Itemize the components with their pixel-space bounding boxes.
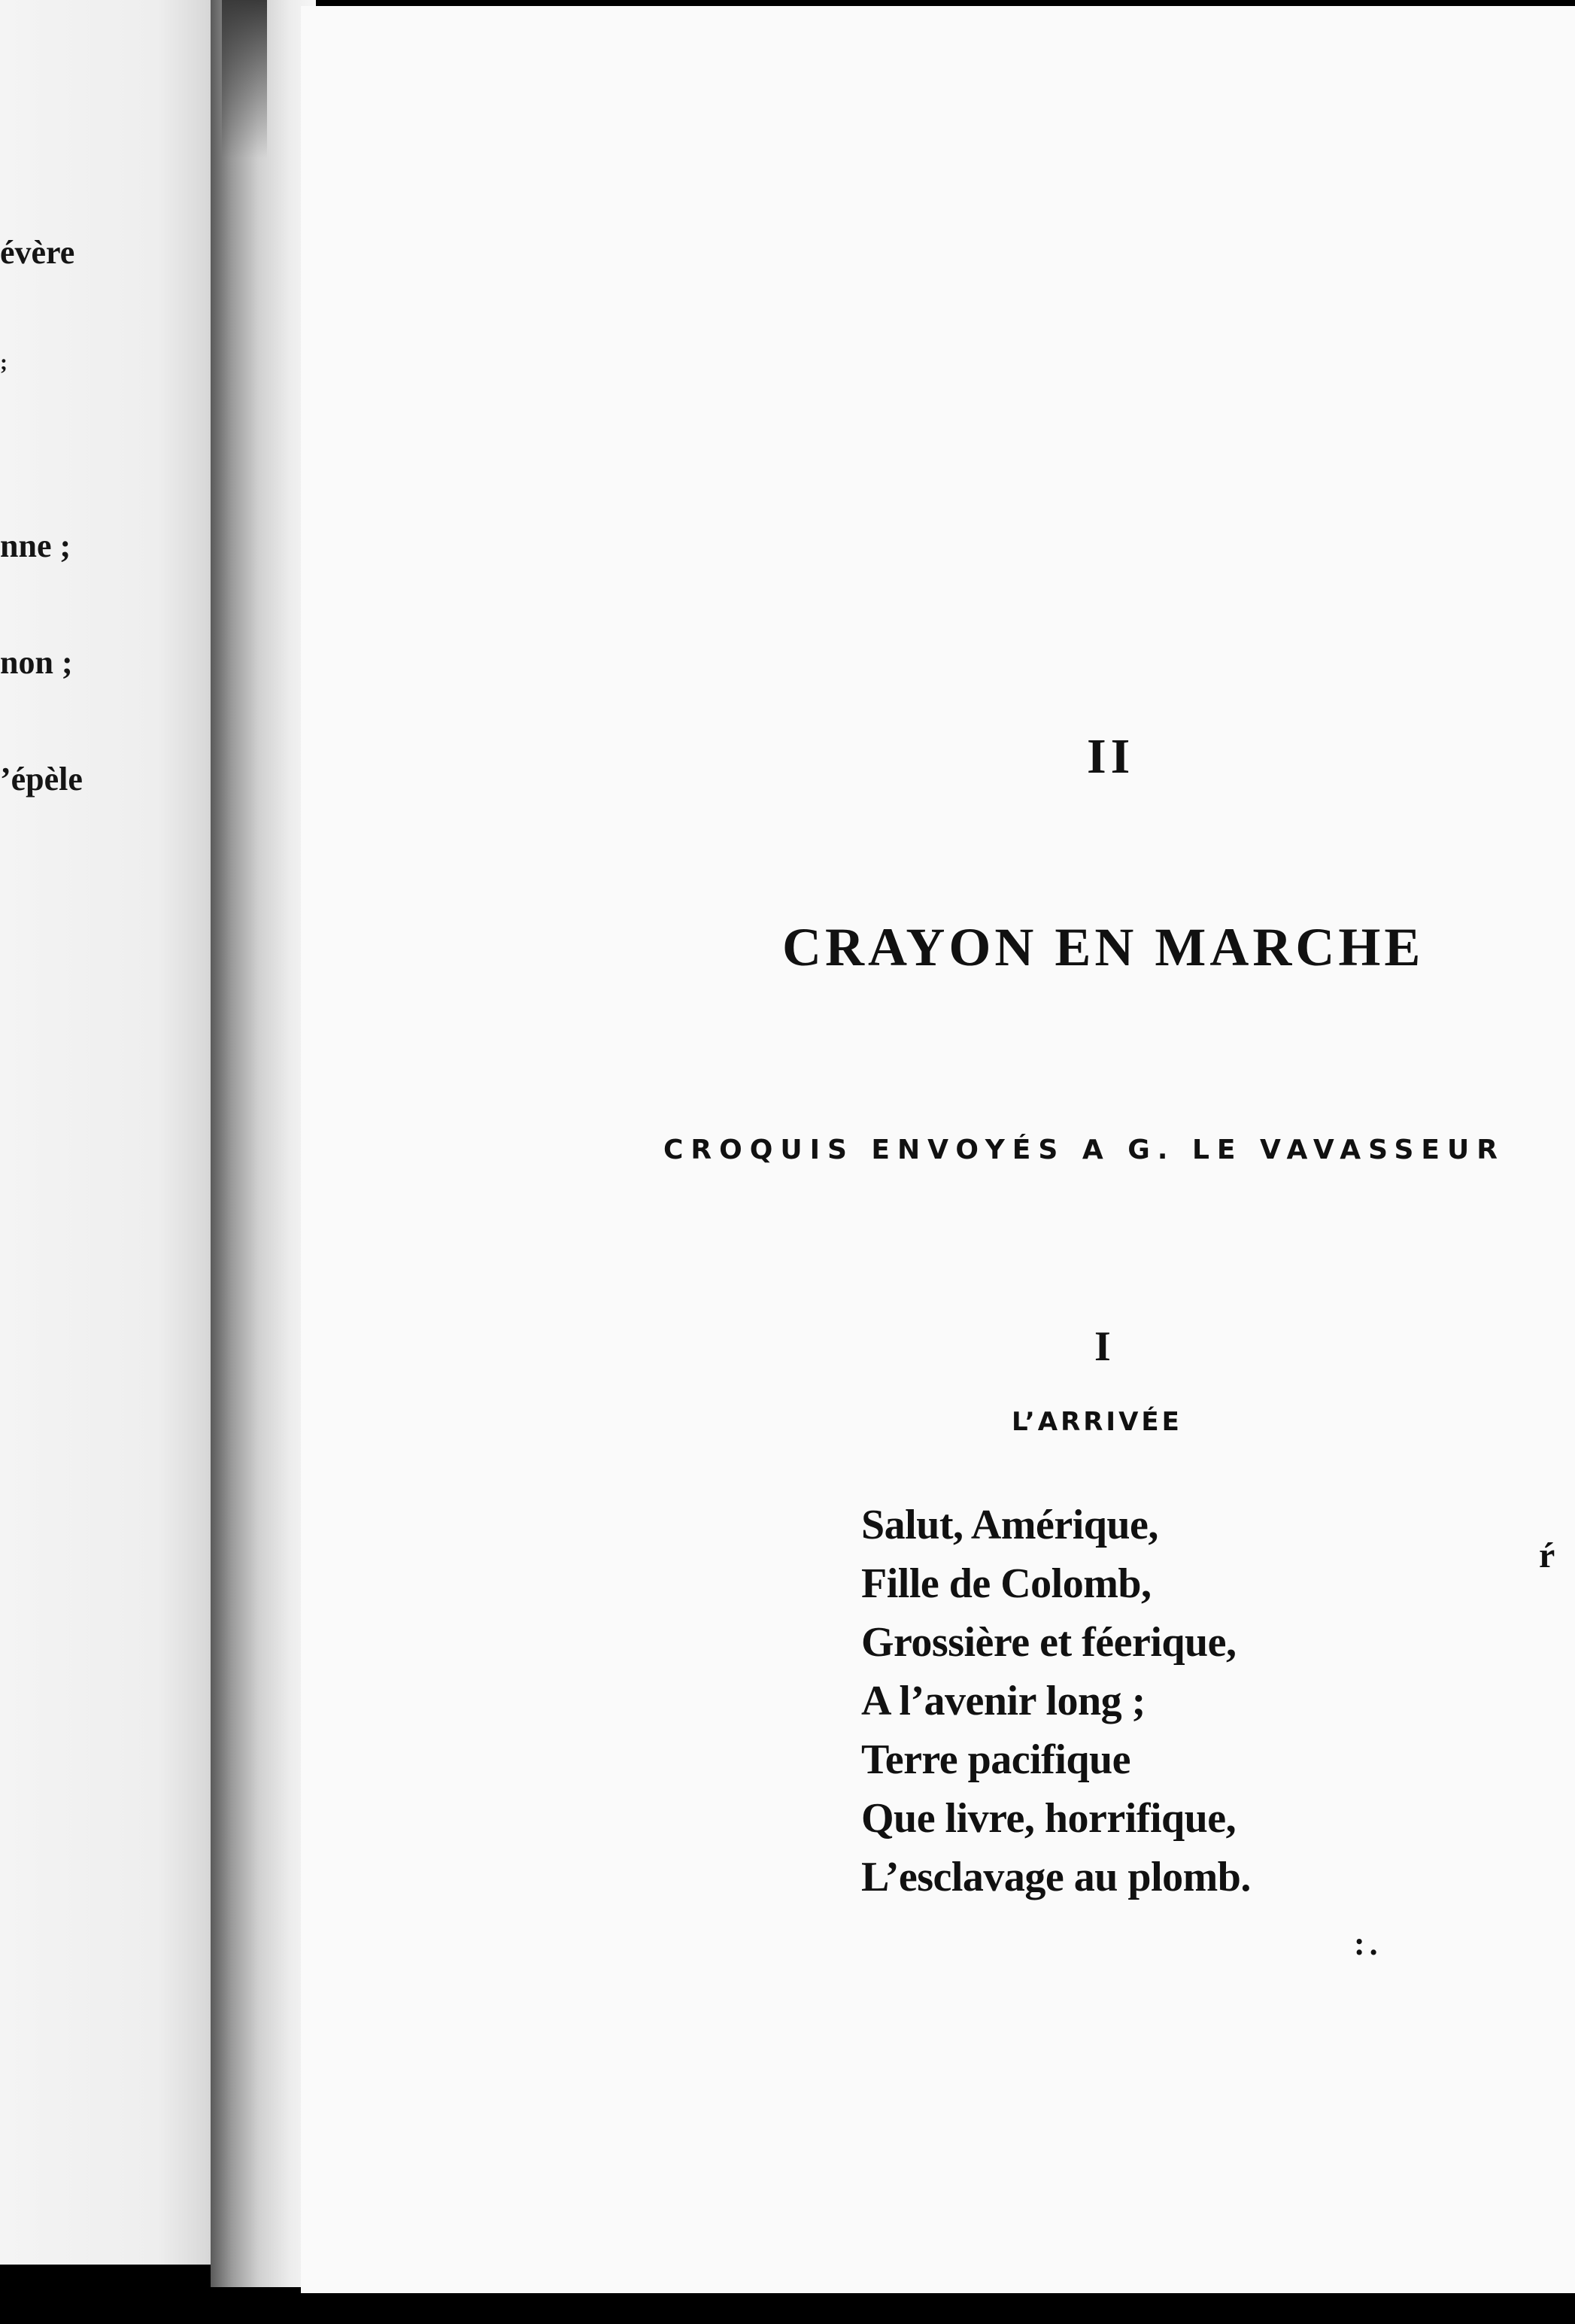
section-title: L’ARRIVÉE <box>1012 1407 1182 1437</box>
poem-stanza <box>861 1496 1251 1906</box>
margin-mark: ŕ <box>1539 1536 1555 1575</box>
verse-line: Salut, Amérique, <box>861 1502 1158 1548</box>
previous-page-line: évère <box>0 234 75 271</box>
gutter-shadow <box>222 0 267 158</box>
previous-page-line: ’épèle <box>0 761 83 797</box>
verse-line: L’esclavage au plomb. <box>861 1854 1251 1900</box>
part-number: II <box>1087 729 1135 784</box>
verse-line: Terre pacifique <box>861 1736 1131 1783</box>
book-page <box>301 6 1575 2293</box>
previous-page-line: ; <box>0 350 8 375</box>
previous-page-line: nne ; <box>0 527 71 564</box>
part-subtitle: CROQUIS ENVOYÉS A G. LE VAVASSEUR <box>663 1135 1505 1165</box>
verse-line: Grossière et féerique, <box>861 1619 1237 1666</box>
book-gutter <box>211 0 316 2287</box>
section-number: I <box>1094 1323 1111 1370</box>
part-title: CRAYON EN MARCHE <box>782 917 1425 977</box>
verse-line: A l’avenir long ; <box>861 1678 1146 1724</box>
verse-line: Que livre, horrifique, <box>861 1795 1237 1842</box>
previous-page <box>0 0 226 2265</box>
signature-mark: :. <box>1354 1925 1382 1962</box>
previous-page-line: non ; <box>0 644 73 681</box>
verse-line: Fille de Colomb, <box>861 1560 1152 1607</box>
